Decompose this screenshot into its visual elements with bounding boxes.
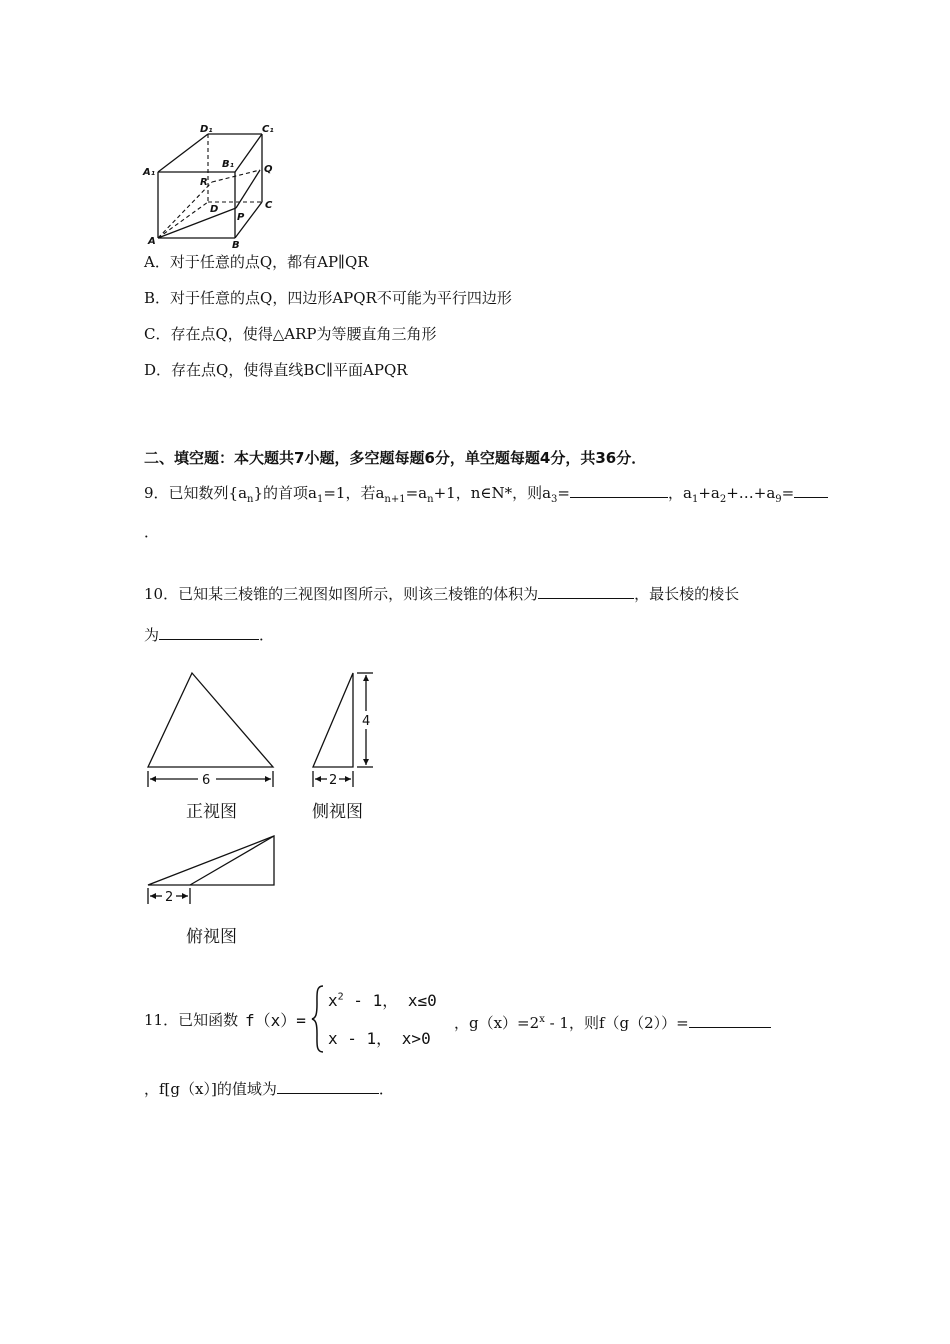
answer-blank-9b[interactable] — [794, 482, 828, 498]
side-view-label: 侧视图 — [312, 802, 363, 822]
side-view-width: 2 — [329, 773, 338, 788]
top-view-dimension: 2 — [165, 890, 174, 905]
question-10-line1: 10．已知某三棱锥的三视图如图所示，则该三棱锥的体积为 ，最长棱的棱长 — [144, 585, 740, 603]
cube-label-B: B — [232, 240, 240, 250]
question-9: 9．已知数列$\{a_n\}$的首项$a_1=1$，若$a_{n+1}=a_n+1$，n∈N*，则$a_3=$ ，$a_1+a_2+\dots+a_9=$ — [144, 482, 828, 510]
side-view-height: 4 — [362, 714, 371, 729]
cube-label-D: D — [210, 204, 219, 215]
piecewise-case-1: $x^2 - 1$， x≤0 — [328, 991, 437, 1010]
function-name: f（x）= — [245, 1011, 306, 1030]
cube-label-B1: B₁ — [222, 159, 235, 170]
option-c: C．存在点Q，使得△ARP为等腰直角三角形 — [144, 325, 437, 343]
answer-blank-9a[interactable] — [570, 482, 668, 498]
cube-label-A1: A₁ — [143, 167, 156, 178]
question-9-end: ． — [144, 523, 160, 541]
answer-blank-10b[interactable] — [159, 624, 259, 640]
option-b: B．对于任意的点Q，四边形APQR不可能为平行四边形 — [144, 289, 512, 307]
cube-figure — [140, 122, 290, 250]
piecewise-case-2: x - 1， x>0 — [328, 1029, 431, 1048]
front-view — [140, 665, 285, 790]
top-view-label: 俯视图 — [186, 927, 237, 947]
answer-blank-11a[interactable] — [689, 1012, 771, 1028]
top-view — [140, 830, 285, 910]
cube-label-R: R — [200, 177, 208, 188]
answer-blank-10a[interactable] — [538, 583, 634, 599]
section-heading: 二、填空题：本大题共7小题，多空题每题6分，单空题每题4分，共36分． — [144, 449, 647, 467]
cube-label-D1: D₁ — [200, 124, 213, 135]
option-a: A．对于任意的点Q，都有AP∥QR — [144, 253, 369, 271]
question-11-line2: ，f[g（x）]的值域为 ． — [144, 1080, 394, 1098]
answer-blank-11b[interactable] — [277, 1078, 379, 1094]
option-d: D．存在点Q，使得直线BC∥平面APQR — [144, 361, 408, 379]
question-11-prefix: 11．已知函数 — [144, 1011, 239, 1029]
front-view-label: 正视图 — [186, 802, 237, 822]
cube-label-A: A — [148, 236, 156, 247]
cube-label-C: C — [265, 200, 273, 211]
cube-label-P: P — [237, 212, 245, 223]
front-view-dimension: 6 — [202, 773, 211, 788]
side-view — [305, 665, 385, 790]
question-11-rest: ，$g(x)=2^x - 1$，则f（g（2））= — [454, 1010, 771, 1033]
question-10-line2: 为 ． — [144, 626, 275, 644]
cube-label-C1: C₁ — [262, 124, 274, 135]
piecewise-brace — [310, 984, 326, 1054]
cube-label-Q: Q — [264, 164, 273, 175]
